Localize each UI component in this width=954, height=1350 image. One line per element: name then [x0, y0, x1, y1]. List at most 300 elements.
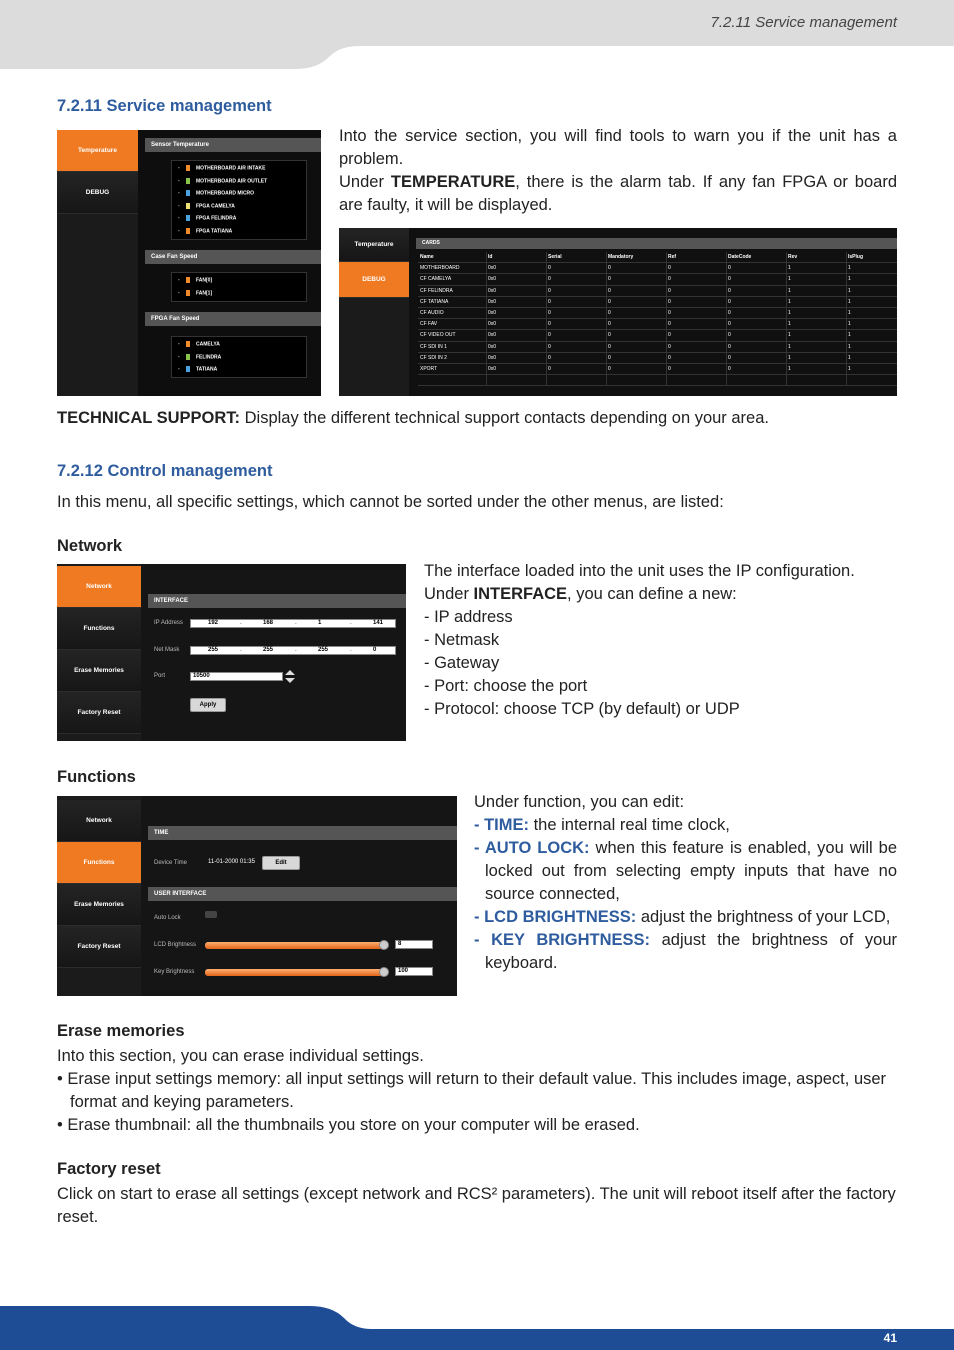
table-cell: 0	[728, 343, 731, 350]
octet-value: 0	[373, 647, 377, 653]
column-divider	[726, 274, 727, 284]
column-divider	[666, 375, 667, 385]
table-cell: 0	[668, 310, 671, 316]
dash-glyph: -	[178, 353, 180, 360]
device-time-label: Device Time	[154, 860, 188, 866]
table-cell: 0	[548, 354, 551, 361]
sensor-row	[178, 165, 265, 171]
table-cell: 0	[608, 265, 611, 272]
column-divider	[786, 308, 787, 318]
column-divider	[486, 286, 487, 296]
auto-lock-label: Auto Lock	[154, 915, 181, 921]
status-color-swatch	[186, 215, 190, 221]
sensor-row	[178, 290, 212, 296]
table-cell: XPORT	[420, 366, 438, 372]
table-header-cell: Serial	[548, 254, 562, 260]
table-cell: CF SDI IN 1	[420, 343, 447, 350]
net-mask-label: Net Mask	[154, 647, 180, 653]
table-cell: 0	[608, 287, 611, 294]
function-item	[474, 814, 897, 837]
func-intro: Under function, you can edit:	[474, 793, 685, 811]
table-cell: 0	[728, 332, 731, 339]
column-divider	[846, 375, 847, 385]
column-divider	[666, 263, 667, 273]
control-intro: In this menu, all specific settings, which cannot be sorted under the other menus, are listed:	[57, 493, 724, 511]
table-header-cell: Id	[488, 254, 493, 260]
table-cell: 0	[668, 276, 671, 283]
table-cell: 0	[668, 321, 671, 328]
octet-value: 255	[208, 647, 219, 653]
port-stepper-icon[interactable]	[285, 670, 295, 684]
column-divider	[726, 342, 727, 352]
erase-body	[57, 1045, 897, 1137]
key-brightness-slider[interactable]	[205, 969, 385, 976]
column-divider	[486, 364, 487, 374]
function-desc: adjust the brightness of your keyboard.	[485, 931, 897, 972]
section-heading-service: 7.2.11 Service management	[57, 97, 272, 115]
table-row	[418, 263, 897, 274]
functions-screenshot	[57, 796, 457, 996]
sensor-name: MOTHERBOARD MICRO	[196, 190, 255, 197]
table-cell: 1	[788, 332, 791, 339]
function-item	[474, 929, 897, 975]
octet-value: 192	[208, 620, 219, 626]
column-divider	[846, 342, 847, 352]
item-dash: -	[474, 816, 485, 834]
table-cell: 0	[548, 343, 551, 350]
status-color-swatch	[186, 178, 190, 184]
interface-bar: INTERFACE	[148, 594, 406, 608]
lcd-brightness-value: 8	[398, 941, 402, 947]
column-divider	[606, 364, 607, 374]
table-cell: CF VIDEO OUT	[420, 332, 456, 339]
status-color-swatch	[186, 228, 190, 234]
dash-glyph: -	[178, 289, 180, 296]
table-cell: 0	[728, 354, 731, 361]
key-brightness-value: 100	[398, 968, 409, 974]
apply-button[interactable]: Apply	[190, 698, 226, 712]
table-cell: 0	[668, 265, 671, 272]
column-divider	[606, 297, 607, 307]
page-number: 41	[883, 1331, 897, 1345]
factory-text: Click on start to erase all settings (except network and RCS² parameters). The unit will reboot itself after the factory reset.	[57, 1185, 896, 1226]
octet-dot: .	[350, 647, 352, 653]
table-cell: 0	[728, 310, 731, 316]
running-title: 7.2.11 Service management	[710, 14, 897, 31]
sensor-row	[178, 366, 217, 372]
sensor-panel	[171, 160, 307, 240]
sensor-name: FPGA CAMELYA	[196, 202, 235, 209]
device-time-value: 11-01-2000 01:35	[208, 859, 255, 865]
fn-side-functions[interactable]: Functions	[57, 842, 141, 884]
octet-dot: .	[240, 647, 242, 653]
net-mask-input[interactable]	[190, 646, 396, 655]
table-cell: 0x0	[488, 366, 497, 372]
net-line1: The interface loaded into the unit uses the IP configuration.	[424, 562, 855, 580]
column-divider	[726, 364, 727, 374]
cards-table	[418, 252, 897, 394]
table-cell: 0	[668, 298, 671, 305]
table-cell: MOTHERBOARD	[420, 265, 460, 272]
status-color-swatch	[186, 165, 190, 171]
table-header-cell: IsPlug	[848, 254, 864, 260]
column-divider	[666, 308, 667, 318]
table-cell: 1	[848, 310, 851, 316]
table-row	[418, 342, 897, 353]
table-cell: 0	[548, 298, 551, 305]
sensor-name: FPGA TATIANA	[196, 227, 233, 234]
table-cell: 1	[848, 321, 851, 328]
table-cell: 0	[548, 265, 551, 272]
function-desc: adjust the brightness of your LCD,	[636, 908, 891, 926]
temperature-screenshot	[57, 130, 321, 396]
column-divider	[606, 353, 607, 363]
table-cell: 0	[608, 276, 611, 283]
sensor-row	[178, 203, 235, 209]
table-header-cell: Rev	[788, 254, 798, 260]
column-divider	[786, 353, 787, 363]
octet-dot: .	[295, 647, 297, 653]
sensor-name: MOTHERBOARD AIR INTAKE	[196, 165, 266, 172]
table-cell: 0	[668, 366, 671, 372]
key-brightness-knob[interactable]	[379, 967, 389, 977]
table-cell: 1	[788, 276, 791, 283]
erase-bullet: • Erase thumbnail: all the thumbnails you store on your computer will be erased.	[57, 1116, 640, 1134]
table-cell: 0	[608, 310, 611, 316]
table-cell: 0x0	[488, 332, 497, 339]
table-cell: 0	[548, 276, 551, 283]
column-divider	[786, 342, 787, 352]
net-side-network[interactable]: Network	[57, 566, 141, 608]
dash-glyph: -	[178, 177, 180, 184]
table-cell: 0	[728, 366, 731, 372]
column-divider	[546, 330, 547, 340]
table-cell: 0x0	[488, 287, 497, 294]
time-bar: TIME	[148, 826, 457, 840]
table-cell: 0x0	[488, 343, 497, 350]
table-cell: 0	[608, 354, 611, 361]
table-cell: 1	[848, 276, 851, 283]
key-brightness-label: Key Brightness	[154, 969, 195, 975]
sensor-name: FAN[0]	[196, 277, 213, 284]
sensor-row	[178, 354, 221, 360]
function-label: TIME:	[484, 816, 530, 834]
table-header-cell: DateCode	[728, 254, 752, 260]
column-divider	[786, 297, 787, 307]
column-divider	[846, 252, 847, 262]
item-dash: -	[474, 931, 492, 949]
table-cell: 0	[608, 366, 611, 372]
network-text	[424, 560, 897, 721]
column-divider	[786, 263, 787, 273]
dash-glyph: -	[178, 227, 180, 234]
function-desc: the internal real time clock,	[529, 816, 730, 834]
table-cell: 0	[668, 287, 671, 294]
table-cell: 0x0	[488, 265, 497, 272]
net-side-factory[interactable]: Factory Reset	[57, 692, 141, 734]
column-divider	[606, 263, 607, 273]
fn-side-factory[interactable]: Factory Reset	[57, 926, 141, 968]
octet-dot: .	[295, 620, 297, 626]
dash-glyph: -	[178, 277, 180, 284]
column-divider	[486, 342, 487, 352]
column-divider	[726, 375, 727, 385]
table-cell: 1	[788, 354, 791, 361]
column-divider	[846, 308, 847, 318]
service-intro-line2: Under TEMPERATURE, there is the alarm tab. If any fan FPGA or board are faulty, it will be displayed.	[339, 173, 897, 214]
octet-value: 141	[373, 620, 384, 626]
function-label: AUTO LOCK:	[484, 839, 590, 857]
fn-side-network[interactable]: Network	[57, 800, 141, 842]
table-header-cell: Mandatory	[608, 254, 634, 260]
octet-value: 255	[263, 647, 274, 653]
table-cell: 1	[788, 287, 791, 294]
item-dash: -	[474, 839, 485, 857]
column-divider	[726, 353, 727, 363]
functions-heading: Functions	[57, 768, 136, 786]
table-cell: 1	[848, 366, 851, 372]
table-cell: 0	[728, 287, 731, 294]
table-cell: 1	[848, 287, 851, 294]
column-divider	[606, 342, 607, 352]
table-cell: 1	[848, 298, 851, 305]
column-divider	[546, 286, 547, 296]
table-cell: 1	[788, 343, 791, 350]
status-color-swatch	[186, 354, 190, 360]
function-label: KEY BRIGHTNESS:	[491, 931, 651, 949]
table-row	[418, 274, 897, 285]
functions-text	[474, 791, 897, 975]
column-divider	[846, 330, 847, 340]
table-cell: 0	[668, 343, 671, 350]
column-divider	[846, 364, 847, 374]
function-desc: when this feature is enabled, you will be locked out from selecting empty inputs that have no source connected,	[485, 839, 897, 903]
column-divider	[666, 342, 667, 352]
sensor-row	[178, 228, 232, 234]
column-divider	[486, 353, 487, 363]
table-row	[418, 330, 897, 341]
table-cell: 1	[788, 298, 791, 305]
column-divider	[786, 319, 787, 329]
lcd-brightness-label: LCD Brightness	[154, 942, 197, 948]
column-divider	[786, 286, 787, 296]
column-divider	[666, 286, 667, 296]
table-cell: 0	[668, 332, 671, 339]
column-divider	[486, 375, 487, 385]
erase-bullet: • Erase input settings memory: all input settings will return to their default value. This includes image, aspect, user format and keying parameters.	[57, 1070, 887, 1111]
column-divider	[846, 286, 847, 296]
table-cell: 1	[848, 332, 851, 339]
column-divider	[846, 297, 847, 307]
table-cell: 0	[608, 298, 611, 305]
column-divider	[846, 263, 847, 273]
table-cell: 1	[848, 265, 851, 272]
table-cell: CF TATIANA	[420, 298, 449, 305]
status-color-swatch	[186, 341, 190, 347]
table-cell: 0	[668, 354, 671, 361]
side-btn-temperature[interactable]: Temperature	[57, 130, 138, 172]
technical-support: TECHNICAL SUPPORT: Display the different technical support contacts depending on your area.	[57, 409, 769, 427]
status-color-swatch	[186, 366, 190, 372]
net-item: - Port: choose the port	[424, 677, 588, 695]
column-divider	[786, 375, 787, 385]
sensor-row	[178, 215, 236, 221]
table-row	[418, 375, 897, 386]
table-cell: 0	[608, 343, 611, 350]
debug-side-debug[interactable]: DEBUG	[339, 262, 409, 298]
sensor-temp-bar: Sensor Temperature	[145, 138, 321, 152]
column-divider	[786, 252, 787, 262]
network-screenshot	[57, 564, 406, 741]
column-divider	[606, 308, 607, 318]
erase-heading: Erase memories	[57, 1022, 185, 1040]
lcd-brightness-knob[interactable]	[379, 940, 389, 950]
column-divider	[546, 342, 547, 352]
table-cell: 0x0	[488, 321, 497, 328]
column-divider	[606, 274, 607, 284]
sensor-name: TATIANA	[196, 366, 218, 373]
sensor-name: MOTHERBOARD AIR OUTLET	[196, 177, 268, 184]
table-cell: 0	[548, 310, 551, 316]
column-divider	[846, 274, 847, 284]
column-divider	[486, 330, 487, 340]
column-divider	[486, 297, 487, 307]
column-divider	[486, 308, 487, 318]
net-item: - Gateway	[424, 654, 500, 672]
octet-value: 168	[263, 620, 274, 626]
table-cell: 1	[848, 343, 851, 350]
side-btn-debug[interactable]: DEBUG	[57, 172, 138, 214]
table-row	[418, 364, 897, 375]
column-divider	[486, 274, 487, 284]
table-cell: 0x0	[488, 298, 497, 305]
column-divider	[606, 330, 607, 340]
auto-lock-toggle[interactable]	[205, 911, 217, 918]
table-cell: 0	[608, 332, 611, 339]
port-value: 10500	[193, 673, 210, 679]
table-cell: 0x0	[488, 310, 497, 316]
column-divider	[546, 274, 547, 284]
edit-button[interactable]: Edit	[262, 856, 300, 870]
column-divider	[726, 319, 727, 329]
column-divider	[786, 330, 787, 340]
octet-dot: .	[350, 620, 352, 626]
sensor-row	[178, 178, 267, 184]
table-cell: 0	[728, 298, 731, 305]
column-divider	[546, 364, 547, 374]
table-row	[418, 252, 897, 263]
table-row	[418, 308, 897, 319]
sensor-name: FELINDRA	[196, 353, 222, 360]
function-item	[474, 906, 897, 929]
sensor-name: FPGA FELINDRA	[196, 215, 237, 222]
user-interface-bar: USER INTERFACE	[148, 887, 457, 901]
dash-glyph: -	[178, 165, 180, 172]
column-divider	[546, 353, 547, 363]
column-divider	[726, 252, 727, 262]
column-divider	[546, 252, 547, 262]
column-divider	[666, 252, 667, 262]
footer-band	[0, 1300, 954, 1350]
service-intro	[339, 125, 897, 217]
net-item: - Netmask	[424, 631, 500, 649]
ip-address-label: IP Address	[154, 620, 183, 626]
table-cell: CF FAV	[420, 321, 438, 328]
sensor-row	[178, 277, 212, 283]
dash-glyph: -	[178, 215, 180, 222]
dash-glyph: -	[178, 202, 180, 209]
column-divider	[846, 353, 847, 363]
table-cell: 0	[728, 265, 731, 272]
cards-bar: CARDS	[416, 238, 897, 249]
column-divider	[546, 297, 547, 307]
service-intro-line1: Into the service section, you will find tools to warn you if the unit has a problem.	[339, 127, 897, 168]
column-divider	[726, 330, 727, 340]
column-divider	[606, 319, 607, 329]
net-side-functions[interactable]: Functions	[57, 608, 141, 650]
column-divider	[546, 263, 547, 273]
table-cell: 1	[788, 366, 791, 372]
table-cell: CF AUDIO	[420, 310, 444, 316]
table-cell: 0x0	[488, 354, 497, 361]
lcd-brightness-slider[interactable]	[205, 942, 385, 949]
item-dash: -	[474, 908, 485, 926]
table-cell: 0	[608, 321, 611, 328]
section-heading-control: 7.2.12 Control management	[57, 462, 273, 480]
table-cell: CF SDI IN 2	[420, 354, 447, 361]
column-divider	[666, 274, 667, 284]
column-divider	[666, 364, 667, 374]
table-cell: 0	[548, 287, 551, 294]
table-row	[418, 319, 897, 330]
column-divider	[546, 308, 547, 318]
table-cell: 1	[788, 321, 791, 328]
column-divider	[606, 375, 607, 385]
sensor-name: FAN[1]	[196, 289, 213, 296]
column-divider	[546, 319, 547, 329]
octet-value: 1	[318, 620, 322, 626]
port-label: Port	[154, 673, 166, 679]
net-item: - IP address	[424, 608, 513, 626]
table-cell: 0	[728, 276, 731, 283]
table-cell: 1	[788, 310, 791, 316]
debug-side-temperature[interactable]: Temperature	[339, 228, 409, 262]
column-divider	[486, 252, 487, 262]
fn-side-erase[interactable]: Erase Memories	[57, 884, 141, 926]
column-divider	[786, 274, 787, 284]
column-divider	[666, 297, 667, 307]
net-item: - Protocol: choose TCP (by default) or UDP	[424, 700, 740, 718]
column-divider	[726, 263, 727, 273]
table-cell: 0	[728, 321, 731, 328]
factory-heading: Factory reset	[57, 1160, 161, 1178]
dash-glyph: -	[178, 366, 180, 373]
net-side-erase[interactable]: Erase Memories	[57, 650, 141, 692]
header-band	[0, 0, 954, 70]
table-cell: CF FELINDRA	[420, 287, 453, 294]
column-divider	[726, 286, 727, 296]
table-cell: 0	[548, 321, 551, 328]
dash-glyph: -	[178, 190, 180, 197]
octet-value: 255	[318, 647, 329, 653]
table-header-cell: Name	[420, 254, 434, 260]
column-divider	[486, 263, 487, 273]
sensor-name: CAMELYA	[196, 341, 220, 348]
ip-address-input[interactable]	[190, 619, 396, 628]
table-cell: 1	[848, 354, 851, 361]
column-divider	[846, 319, 847, 329]
column-divider	[606, 252, 607, 262]
